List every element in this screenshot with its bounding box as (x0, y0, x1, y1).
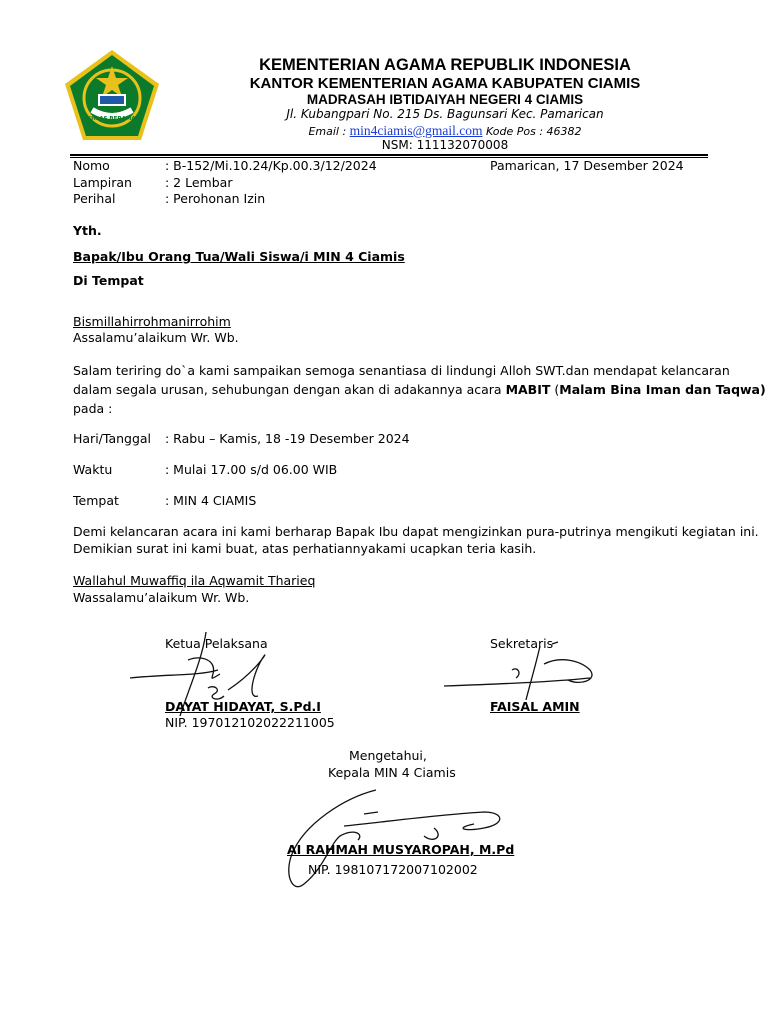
paragraph-2-line-1: Demi kelancaran acara ini kami berharap Bapak Ibu dapat mengizinkan pura-putrinya mengikuti kegiatan ini. (73, 524, 759, 539)
paragraph-2-line-2: Demikian surat ini kami buat, atas perhatiannyakami ucapkan teria kasih. (73, 541, 537, 556)
sekretaris-title: Sekretaris (490, 636, 554, 651)
ketua-name: DAYAT HIDAYAT, S.Pd.I (165, 699, 321, 714)
svg-text:IKHLAS BERAMAL: IKHLAS BERAMAL (84, 116, 140, 122)
p1-text: dalam segala urusan, sehubungan dengan akan di adakannya acara (73, 382, 506, 397)
waktu-value: : Mulai 17.00 s/d 06.00 WIB (165, 462, 338, 477)
postal-code: Kode Pos : 46382 (485, 125, 582, 138)
ketua-title: Ketua Pelaksana (165, 636, 268, 651)
kepala-name: AI RAHMAH MUSYAROPAH, M.Pd (287, 842, 515, 857)
nomor-value: : B-152/Mi.10.24/Kp.00.3/12/2024 (165, 158, 377, 173)
perihal-label: Perihal (73, 191, 116, 206)
closing-prayer: Wallahul Muwaffiq ila Aqwamit Tharieq (73, 573, 316, 588)
paragraph-1-line-2 (73, 382, 766, 398)
event-name: MABIT (505, 382, 551, 397)
email-link[interactable]: min4ciamis@gmail.com (349, 123, 483, 138)
p1-paren: ( (550, 382, 560, 397)
office-title: KANTOR KEMENTERIAN AGAMA KABUPATEN CIAMIS (249, 75, 641, 92)
school-title: MADRASAH IBTIDAIYAH NEGERI 4 CIAMIS (306, 92, 584, 107)
header-rule-thick (70, 154, 708, 156)
email-label: Email : (308, 125, 347, 138)
ketua-nip: NIP. 197012102022211005 (165, 715, 335, 730)
event-full-name: Malam Bina Iman dan Taqwa) (559, 382, 766, 397)
opening-salam: Assalamu’alaikum Wr. Wb. (73, 330, 239, 345)
yth: Yth. (73, 223, 102, 238)
tempat-value: : MIN 4 CIAMIS (165, 493, 257, 508)
recipient-name: Bapak/Ibu Orang Tua/Wali Siswa/i MIN 4 Ciamis (73, 249, 405, 264)
contact-line (180, 123, 710, 139)
waktu-label: Waktu (73, 462, 113, 477)
place-date: Pamarican, 17 Desember 2024 (490, 158, 684, 173)
lampiran-value: : 2 Lembar (165, 175, 233, 190)
nsm-number: NSM: 111132070008 (381, 138, 509, 152)
school-address: Jl. Kubangpari No. 215 Ds. Bagunsari Kec. Pamarican (286, 107, 604, 121)
lampiran-label: Lampiran (73, 175, 132, 190)
mengetahui: Mengetahui, (349, 748, 427, 763)
sekretaris-name: FAISAL AMIN (490, 699, 580, 714)
basmalah: Bismillahirrohmanirrohim (73, 314, 231, 329)
perihal-value: : Perohonan Izin (165, 191, 266, 206)
kepala-nip: NIP. 198107172007102002 (308, 862, 478, 877)
tempat-label: Tempat (73, 493, 119, 508)
recipient-place: Di Tempat (73, 273, 144, 288)
hari-value: : Rabu – Kamis, 18 -19 Desember 2024 (165, 431, 410, 446)
closing-salam: Wassalamu’alaikum Wr. Wb. (73, 590, 250, 605)
ministry-title: KEMENTERIAN AGAMA REPUBLIK INDONESIA (259, 56, 631, 74)
kepala-title: Kepala MIN 4 Ciamis (328, 765, 456, 780)
kemenag-logo (62, 48, 162, 144)
paragraph-1-line-1: Salam teriring do`a kami sampaikan semoga senantiasa di lindungi Alloh SWT.dan mendapat kelancaran (73, 363, 730, 378)
paragraph-1-line-3: pada : (73, 401, 113, 416)
nomor-label: Nomo (73, 158, 110, 173)
hari-label: Hari/Tanggal (73, 431, 152, 446)
